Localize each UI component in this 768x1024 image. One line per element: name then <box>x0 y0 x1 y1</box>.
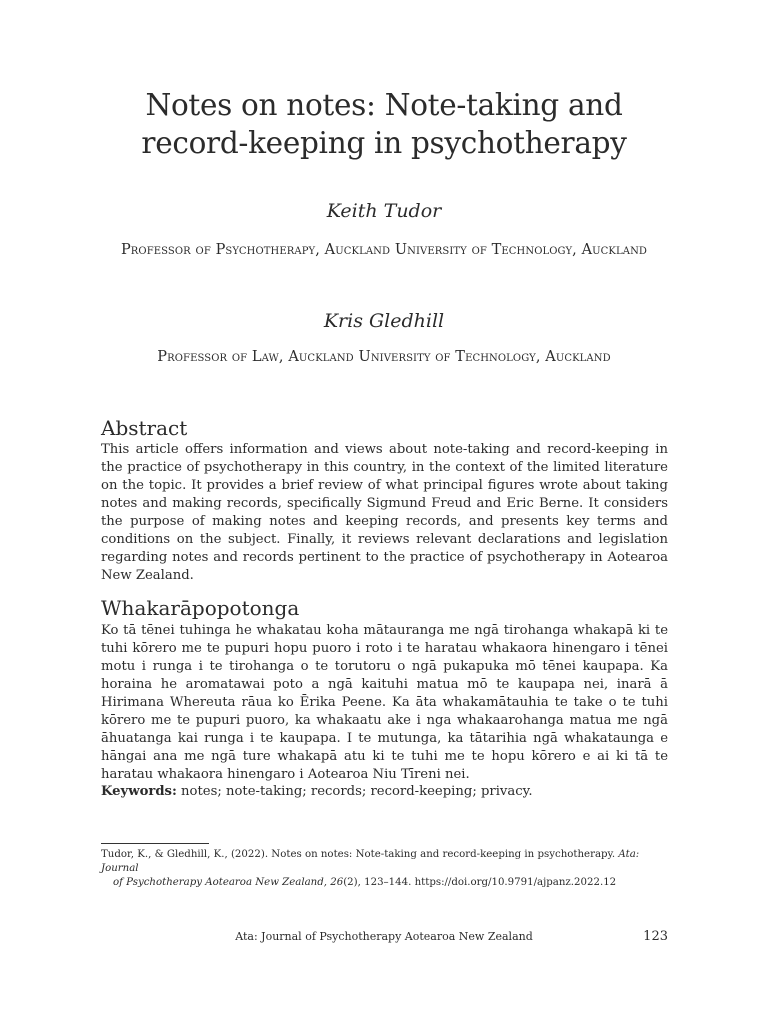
abstract-text: This article offers information and views about note-taking and record-keeping in the practice of psychotherapy in this country, in the context of the limited literature on the topic. It provides a brief review of what principal figures wrote about taking notes and making records, specifically Sigmund Freud and Eric Berne. It considers the purpose of making notes and keeping records, and presents key terms and conditions on the subject. Finally, it reviews relevant declarations and legislation regarding notes and records pertinent to the practice of psychotherapy in Aotearoa New Zealand. <box>101 442 668 583</box>
footnote-divider <box>101 843 209 844</box>
author-name-1: Keith Tudor <box>326 200 442 222</box>
author-name-2: Kris Gledhill <box>323 310 445 332</box>
author-affiliation-1: Professor of Psychotherapy, Auckland University of Technology, Auckland <box>120 242 648 258</box>
footnote-line1-italic: Ata: Journal <box>101 849 640 874</box>
author-affiliation-2: Professor of Law, Auckland University of Technology, Auckland <box>157 349 611 365</box>
keywords <box>101 783 668 801</box>
footnote-line2 <box>101 876 668 890</box>
page-number: 123 <box>643 929 668 944</box>
article-title: Notes on notes: Note-taking and record-keeping in psychotherapy <box>141 88 627 160</box>
abstract-heading: Abstract <box>101 416 188 440</box>
footnote-line2-italic: of Psychotherapy Aotearoa New Zealand, 26 <box>113 877 344 888</box>
footnote-line1-plain: Tudor, K., & Gledhill, K., (2022). Notes on notes: Note-taking and record-keeping in psychotherapy. <box>101 849 619 860</box>
citation-footnote <box>101 848 668 890</box>
whakarapopotonga-heading: Whakarāpopotonga <box>101 596 300 620</box>
whakarapopotonga-text: Ko tā tēnei tuhinga he whakatau koha mātauranga me ngā tirohanga whakapā ki te tuhi kōrero me te pupuri hopu puoro i roto i te haratau whakaora hinengaro i tēnei motu i runga i te tirohanga o te torutoru o ngā pukapuka mō tēnei kaupapa. Ka horaina he aromatawai poto a ngā kaituhi matua mō te kaupapa nei, inarā ā Hirimana Whereuta rāua ko Ērika Peene. Ka āta whakamātauhia te take o te tuhi kōrero me te pupuri puoro, ka whakaatu ake i nga whakaarohanga matua me ngā āhuatanga kai runga i te kaupapa. I te mutunga, ka tātarihia ngā whakataunga e hāngai ana me ngā ture whakapā atu ki te tuhi me te hopu kōrero e ai ki tā te haratau whakaora hinengaro i Aotearoa Niu Tīreni nei. <box>101 623 668 782</box>
footer-journal-name: Ata: Journal of Psychotherapy Aotearoa New Zealand <box>235 930 533 943</box>
keywords-value: notes; note-taking; records; record-keeping; privacy. <box>181 784 533 799</box>
footnote-line2-plain: (2), 123–144. https://doi.org/10.9791/ajpanz.2022.12 <box>343 877 617 888</box>
keywords-label: Keywords: <box>101 784 177 799</box>
